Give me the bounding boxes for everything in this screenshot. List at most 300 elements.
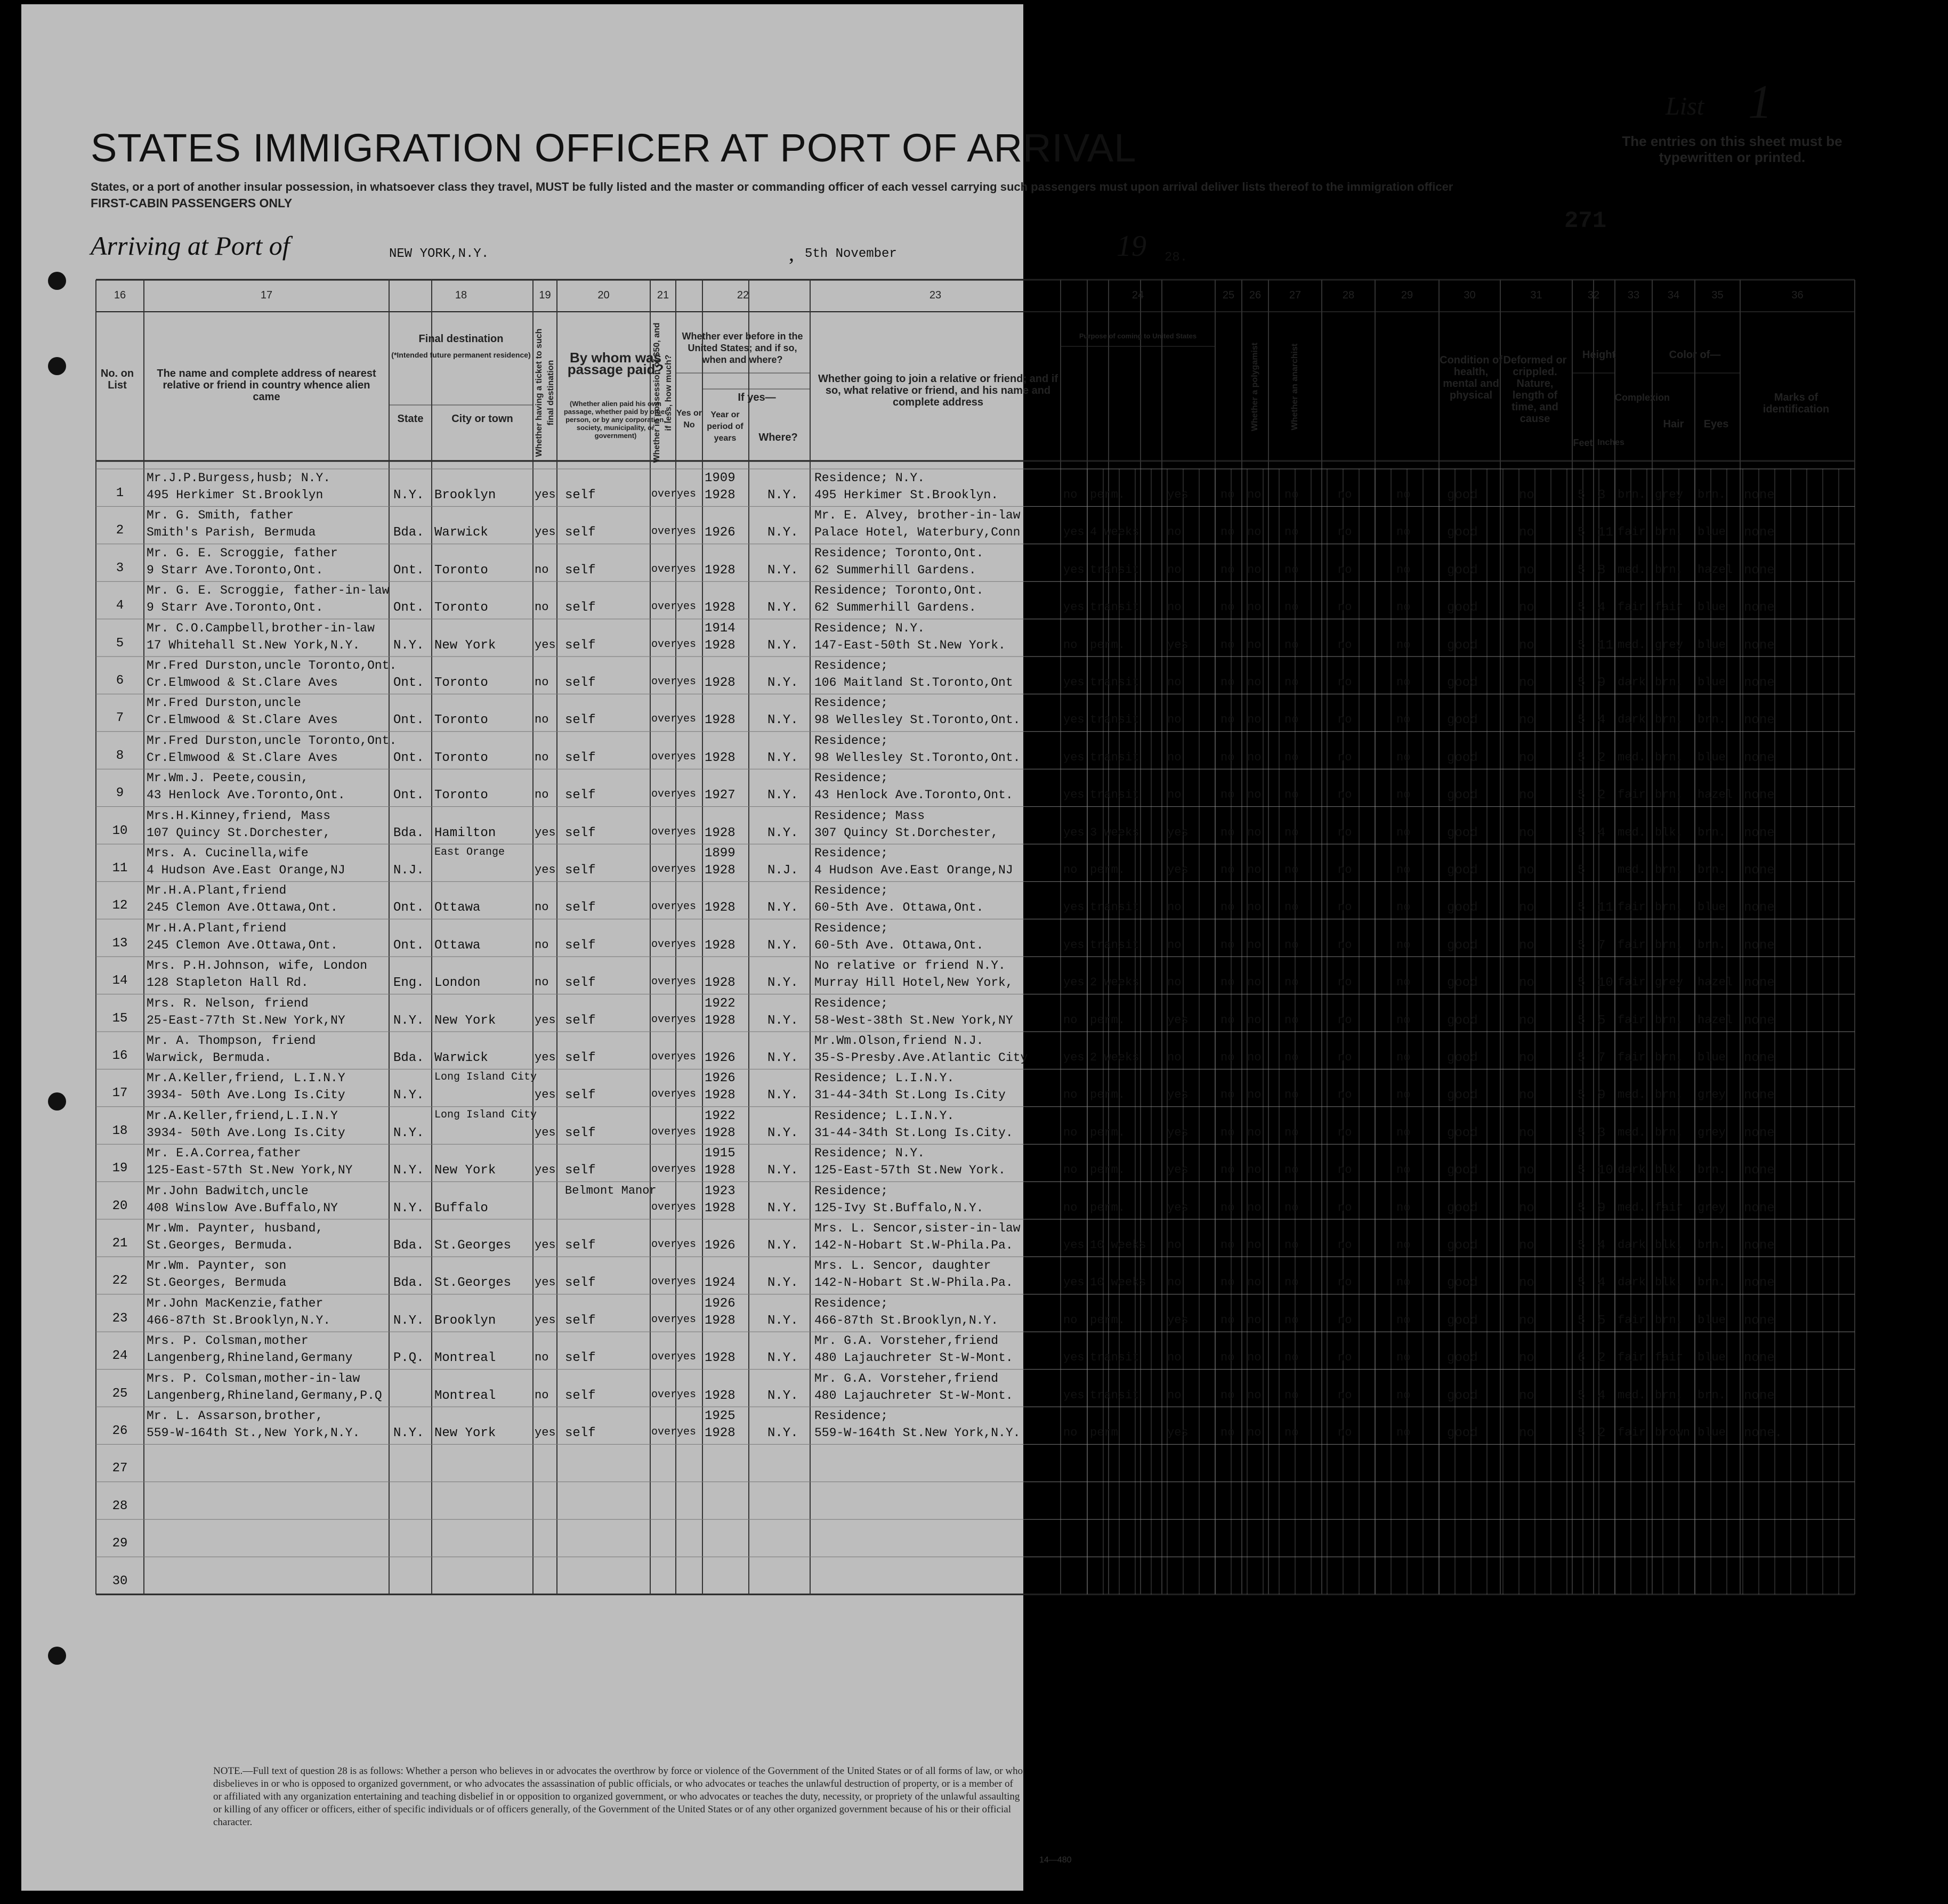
marks-cell: none [1744,750,1775,765]
money-cell: over [651,1388,677,1401]
eyes-cell: blue [1698,638,1726,652]
question-28-cell: no [1284,1013,1299,1027]
relative-address: 17 Whitehall St.New York,N.Y. [147,638,360,652]
column-number: 36 [1791,289,1804,301]
feet-cell: 5 [1578,938,1586,953]
where-cell: N.Y. [767,1276,798,1291]
row-number: 19 [112,1161,128,1176]
money-cell: over [651,1163,677,1176]
year-cell: 1923 [705,1184,735,1198]
eyes-cell: blue [1698,901,1726,914]
state-cell: Ont. [393,563,424,578]
deformed-cell: no [1519,676,1534,690]
purpose-cell: yes [1063,1051,1085,1064]
city-cell: East Orange [434,846,505,858]
passage-paid-cell: self [565,788,596,803]
intend-return-cell: no [1167,976,1182,990]
polygamist-cell: no [1220,901,1235,914]
joining-line-2: 98 Wellesley St.Toronto,Ont. [814,750,1021,765]
deported-cell: no [1396,1238,1411,1252]
question-29-cell: no [1338,488,1352,501]
ever-before-cell: yes [677,1426,697,1438]
year-cell: 1926 [705,1296,735,1311]
header-joining: Whether going to join a relative or friend; and if so, what relative or friend, and his name and complete address [818,373,1058,408]
hair-cell: blk. [1655,825,1683,839]
marks-cell: none [1744,1088,1775,1103]
anarchist-cell: no [1247,1201,1262,1214]
complexion-cell: med. [1618,863,1646,877]
passage-paid-cell: self [565,1276,596,1291]
feet-cell: 5 [1578,638,1586,653]
relative-name: Mr.J.P.Burgess,husb; N.Y. [147,471,331,485]
row-number: 24 [112,1349,128,1364]
row-number: 18 [112,1123,128,1138]
city-cell: Ottawa [434,938,481,953]
anarchist-cell: no [1247,488,1262,501]
health-cell: good [1447,901,1478,915]
eyes-cell: brn. [1698,488,1726,501]
header-hair: Hair [1663,418,1684,430]
health-cell: good [1447,1276,1478,1291]
marks-cell: none [1744,1276,1775,1291]
complexion-cell: fair [1618,601,1646,614]
ever-before-cell: yes [677,638,697,651]
column-number: 34 [1667,289,1680,301]
ticket-cell: yes [535,1313,556,1327]
feet-cell: 5 [1578,901,1586,915]
deformed-cell: no [1519,638,1534,653]
year-cell: 1924 [705,1276,735,1291]
relative-address: Langenberg,Rhineland,Germany,P.Q [147,1388,382,1403]
purpose-cell: no [1063,1426,1078,1439]
column-number: 23 [929,289,942,301]
header-year-period: Year or period of years [707,410,743,443]
hair-cell: brn. [1655,563,1683,577]
marks-cell: none [1744,901,1775,915]
purpose-cell: yes [1063,788,1085,802]
state-cell: N.Y. [393,1013,424,1028]
year-cell: 1928 [705,601,735,615]
page-title: STATES IMMIGRATION OFFICER AT PORT OF ARRIVAL [91,126,1137,170]
intend-return-cell: no [1167,901,1182,914]
where-cell: N.Y. [767,1125,798,1140]
eyes-cell: hazel [1698,1013,1733,1027]
marks-cell: none [1744,1313,1775,1328]
deported-cell: no [1396,676,1411,689]
inches-cell: 9 [1598,1201,1606,1216]
relative-address: 4 Hudson Ave.East Orange,NJ [147,863,345,877]
question-29-cell: no [1338,1201,1352,1214]
row-number: 30 [112,1574,128,1589]
intend-return-cell: yes [1167,825,1189,839]
question-28-cell: no [1284,1088,1299,1102]
column-number: 35 [1711,289,1724,301]
money-cell: over [651,825,677,838]
ticket-cell: no [535,750,549,764]
joining-line-2: 31-44-34th St.Long Is.City [814,1088,1006,1103]
eyes-cell: brn. [1698,863,1726,877]
anarchist-cell: no [1247,1238,1262,1252]
ticket-cell: no [535,713,549,727]
complexion-cell: med. [1618,1201,1646,1214]
header-height: Height [1582,349,1616,361]
anarchist-cell: no [1247,750,1262,764]
deformed-cell: no [1519,1163,1534,1178]
intend-return-cell: no [1167,1276,1182,1290]
anarchist-cell: no [1247,676,1262,689]
passage-paid-cell: self [565,825,596,840]
polygamist-cell: no [1220,1088,1235,1102]
question-28-cell: no [1284,1313,1299,1327]
question-29-cell: no [1338,1388,1352,1402]
relative-name: Mr.A.Keller,friend, L.I.N.Y [147,1071,345,1085]
question-29-cell: no [1338,563,1352,577]
relative-address: 125-East-57th St.New York,NY [147,1163,353,1178]
marks-cell: none [1744,1051,1775,1065]
intend-return-cell: yes [1167,638,1189,652]
length-of-stay-cell: transit [1090,676,1139,689]
question-28-cell: no [1284,788,1299,802]
length-of-stay-cell: transit [1090,938,1139,952]
ticket-cell: no [535,676,549,689]
where-cell: N.Y. [767,1163,798,1178]
state-cell: Ont. [393,713,424,728]
eyes-cell: brn. [1698,1276,1726,1290]
joining-line-2: 31-44-34th St.Long Is.City. [814,1125,1013,1140]
relative-address: 466-87th St.Brooklyn,N.Y. [147,1313,331,1327]
question-28-cell: no [1284,863,1299,877]
deported-cell: no [1396,976,1411,990]
deformed-cell: no [1519,863,1534,878]
health-cell: good [1447,1388,1478,1403]
complexion-cell: dark [1618,676,1646,689]
health-cell: good [1447,863,1478,878]
deported-cell: no [1396,1051,1411,1064]
ticket-cell: yes [535,1125,556,1139]
deported-cell: no [1396,563,1411,577]
where-cell: N.Y. [767,1051,798,1065]
complexion-cell: fair [1618,1426,1646,1439]
column-number: 18 [455,289,467,301]
year-cell: 1928 [705,488,735,503]
hair-cell: brn. [1655,788,1683,802]
anarchist-cell: no [1247,1426,1262,1439]
city-cell: Warwick [434,1051,488,1065]
passage-paid-cell: self [565,1426,596,1440]
ticket-cell: yes [535,1088,556,1102]
health-cell: good [1447,563,1478,578]
inches-cell: 4 [1598,1388,1606,1403]
year-cell: 1922 [705,996,735,1011]
hair-cell: blk. [1655,1276,1683,1290]
question-28-cell: no [1284,601,1299,614]
joining-line-1: Residence; N.Y. [814,471,925,485]
year-cell: 1928 [705,1125,735,1140]
deformed-cell: no [1519,825,1534,840]
row-number: 23 [112,1311,128,1326]
deformed-cell: no [1519,1276,1534,1291]
city-cell: Warwick [434,525,488,540]
health-cell: good [1447,488,1478,503]
year-cell: 1926 [705,1051,735,1065]
hair-cell: brn. [1655,750,1683,764]
polygamist-cell: no [1220,1051,1235,1064]
deformed-cell: no [1519,525,1534,540]
where-cell: N.Y. [767,488,798,503]
length-of-stay-cell: 2 weeks [1090,976,1139,990]
feet-cell: 5 [1578,713,1586,728]
length-of-stay-cell: 3 weeks [1090,825,1139,839]
joining-line-1: Residence; [814,659,888,673]
money-cell: over [651,1313,677,1326]
ever-before-cell: yes [677,901,697,913]
relative-name: Mrs. P. Colsman,mother-in-law [147,1371,360,1386]
joining-line-2: 142-N-Hobart St.W-Phila.Pa. [814,1276,1013,1290]
relative-name: Mr. C.O.Campbell,brother-in-law [147,621,375,635]
eyes-cell: grey [1698,1088,1726,1102]
where-cell: N.Y. [767,1313,798,1328]
polygamist-cell: no [1220,1351,1235,1365]
anarchist-cell: no [1247,638,1262,652]
money-cell: over [651,788,677,801]
joining-line-1: Residence; [814,1409,888,1423]
ticket-cell: no [535,563,549,577]
hair-cell: brn. [1655,863,1683,877]
question-28-cell: no [1284,713,1299,727]
health-cell: good [1447,750,1478,765]
year-cell: 1928 [705,713,735,728]
row-number: 7 [116,711,124,726]
hair-cell: brn. [1655,1313,1683,1327]
year-cell: 1928 [705,676,735,690]
where-cell: N.Y. [767,1013,798,1028]
passage-paid-cell: self [565,976,596,991]
header-marks: Marks of identification [1763,392,1830,415]
header-final-destination: Final destination [418,333,504,345]
purpose-cell: no [1063,1088,1078,1102]
ever-before-cell: yes [677,1088,697,1101]
footnote: NOTE.—Full text of question 28 is as follows: Whether a person who believes in or advocates the overthrow by force or violence of the Government of the United States or of all forms of law, or who disbelieves in or who is opposed to organized government, or who advocates the assassination of public officials, or who advocates or teaches the unlawful destruction of property, or is a member of or affiliated with any organization entertaining and teaching disbelief in or opposition to organized government, or who advocates or teaches the duty, necessity, or propriety of the unlawful assaulting or killing of any officer or officers, either of specific individuals or of officers generally, of the Government of the United States or of any other organized government because of his or their official character. [213,1765,1023,1828]
complexion-cell: med. [1618,750,1646,764]
relative-address: Cr.Elmwood & St.Clare Aves [147,713,338,727]
state-cell: Ont. [393,750,424,765]
row-number: 17 [112,1086,128,1101]
header-money: Whether in possession of $50, and if less, how much? [652,322,673,463]
eyes-cell: brn. [1698,825,1726,839]
complexion-cell: dark [1618,1163,1646,1177]
state-cell: N.Y. [393,488,424,503]
purpose-cell: no [1063,1313,1078,1327]
complexion-cell: fair [1618,938,1646,952]
anarchist-cell: no [1247,1276,1262,1290]
feet-cell: 5 [1578,1125,1586,1140]
relative-address: Langenberg,Rhineland,Germany [147,1351,353,1365]
row-number: 26 [112,1424,128,1438]
feet-cell: 5 [1578,1313,1586,1328]
state-cell: Bda. [393,1051,424,1065]
marks-cell: none [1744,825,1775,840]
ticket-cell: yes [535,1276,556,1290]
deformed-cell: no [1519,713,1534,728]
anarchist-cell: no [1247,976,1262,990]
deported-cell: no [1396,901,1411,914]
deported-cell: no [1396,938,1411,952]
marks-cell: none [1744,1388,1775,1403]
money-cell: over [651,1051,677,1063]
intend-return-cell: yes [1167,1201,1189,1214]
purpose-cell: yes [1063,750,1085,764]
year-cell: 1928 [705,1426,735,1440]
header-ever-before: Whether ever before in the United States; and if so, when and where? [682,331,803,365]
relative-address: Cr.Elmwood & St.Clare Aves [147,750,338,765]
joining-line-2: 62 Summerhill Gardens. [814,601,976,615]
question-28-cell: no [1284,1238,1299,1252]
intend-return-cell: no [1167,525,1182,539]
deformed-cell: no [1519,1388,1534,1403]
row-number: 21 [112,1236,128,1251]
question-28-cell: no [1284,1051,1299,1064]
header-polygamist: Whether a polygamist [1250,342,1259,432]
eyes-cell: brn. [1698,1238,1726,1252]
money-cell: over [651,1201,677,1213]
relative-name: Mrs. P.H.Johnson, wife, London [147,959,368,973]
header-city: City or town [451,413,513,425]
state-cell: N.Y. [393,1125,424,1140]
inches-cell: 4 [1598,1238,1606,1253]
relative-address: 559-W-164th St.,New York,N.Y. [147,1426,360,1440]
health-cell: good [1447,1313,1478,1328]
year-cell: 1927 [705,788,735,803]
city-cell: New York [434,1013,496,1028]
relative-name: Mr.John MacKenzie,father [147,1296,324,1310]
money-cell: over [651,1276,677,1289]
joining-line-1: Residence; Toronto,Ont. [814,584,984,598]
length-of-stay-cell: transit [1090,788,1139,802]
row-number: 15 [112,1011,128,1026]
deported-cell: no [1396,638,1411,652]
question-29-cell: no [1338,1088,1352,1102]
inches-cell: 7 [1598,938,1606,953]
length-of-stay-cell: 4 weeks [1090,525,1139,539]
joining-line-1: Mr. G.A. Vorsteher,friend [814,1371,999,1386]
eyes-cell: blue [1698,1426,1726,1439]
deformed-cell: no [1519,938,1534,953]
joining-line-2: 559-W-164th St.New York,N.Y. [814,1426,1021,1440]
column-number: 30 [1464,289,1476,301]
money-cell: over [651,976,677,989]
deformed-cell: no [1519,1013,1534,1028]
arriving-label: Arriving at Port of [91,231,290,261]
deformed-cell: no [1519,601,1534,615]
polygamist-cell: no [1220,976,1235,990]
header-passage-paid: By whom was passage paid? [567,350,664,377]
anarchist-cell: no [1247,1013,1262,1027]
passage-paid-cell: self [565,1051,596,1065]
money-cell: over [651,1426,677,1438]
intend-return-cell: no [1167,750,1182,764]
length-of-stay-cell: perm. [1090,488,1126,501]
length-of-stay-cell: 10 weeks [1090,1276,1146,1290]
relative-name: Mr. G. E. Scroggie, father-in-law [147,584,390,598]
ticket-cell: yes [535,488,556,501]
length-of-stay-cell: perm. [1090,1088,1126,1102]
anarchist-cell: no [1247,1051,1262,1064]
length-of-stay-cell: perm. [1090,1201,1126,1214]
header-state: State [397,413,424,425]
ever-before-cell: yes [677,1313,697,1326]
joining-line-1: Residence; N.Y. [814,621,925,635]
page-number: 271 [1564,208,1607,234]
ever-before-cell: yes [677,1201,697,1213]
relative-address: 245 Clemon Ave.Ottawa,Ont. [147,901,338,915]
state-cell: N.Y. [393,1088,424,1103]
feet-cell: 5 [1578,863,1586,878]
subtitle-line-1: States, or a port of another insular possession, in whatsoever class they travel, MUST be fully listed and the master or commanding officer of each vessel carrying such passengers must upon arrival deliver lists thereof to the immigration officer [91,180,1453,193]
header-inches: Inches [1597,438,1624,447]
form-number: 14—480 [1039,1856,1072,1865]
polygamist-cell: no [1220,638,1235,652]
anarchist-cell: no [1247,1125,1262,1139]
purpose-cell: yes [1063,976,1085,990]
health-cell: good [1447,525,1478,540]
deported-cell: no [1396,1201,1411,1214]
city-cell: New York [434,1163,496,1178]
relative-name: Mr. A. Thompson, friend [147,1034,316,1048]
feet-cell: 5 [1578,601,1586,615]
marks-cell: none. [1744,1426,1783,1440]
where-cell: N.Y. [767,938,798,953]
passage-paid-cell: self [565,1238,596,1253]
health-cell: good [1447,676,1478,690]
anarchist-cell: no [1247,825,1262,839]
hair-cell: brn. [1655,901,1683,914]
hair-cell: blk. [1655,1163,1683,1177]
ticket-cell: no [535,1351,549,1365]
deformed-cell: no [1519,1051,1534,1065]
length-of-stay-cell: transit [1090,601,1139,614]
purpose-cell: yes [1063,1388,1085,1402]
intend-return-cell: no [1167,938,1182,952]
ever-before-cell: yes [677,863,697,876]
joining-line-2: 480 Lajauchreter St-W-Mont. [814,1351,1013,1365]
header-relative: The name and complete address of nearest relative or friend in country whence alien came [157,368,376,403]
deported-cell: no [1396,601,1411,614]
ever-before-cell: yes [677,1388,697,1401]
city-cell: London [434,976,481,991]
question-29-cell: no [1338,863,1352,877]
state-cell: Ont. [393,788,424,803]
marks-cell: none [1744,601,1775,615]
year-cell: 1928 [705,563,735,578]
question-29-cell: no [1338,901,1352,914]
marks-cell: none [1744,863,1775,878]
relative-address: 9 Starr Ave.Toronto,Ont. [147,601,324,615]
city-cell: Toronto [434,788,488,803]
deformed-cell: no [1519,901,1534,915]
where-cell: N.Y. [767,638,798,653]
length-of-stay-cell: transit [1090,1351,1139,1365]
relative-name: Mr. G. Smith, father [147,508,294,523]
passage-paid-cell: self [565,1013,596,1028]
question-28-cell: no [1284,1201,1299,1214]
where-cell: N.Y. [767,601,798,615]
row-number: 14 [112,974,128,989]
joining-line-2: 147-East-50th St.New York. [814,638,1006,652]
polygamist-cell: no [1220,863,1235,877]
deformed-cell: no [1519,976,1534,991]
deported-cell: no [1396,863,1411,877]
length-of-stay-cell: perm [1090,1426,1118,1439]
